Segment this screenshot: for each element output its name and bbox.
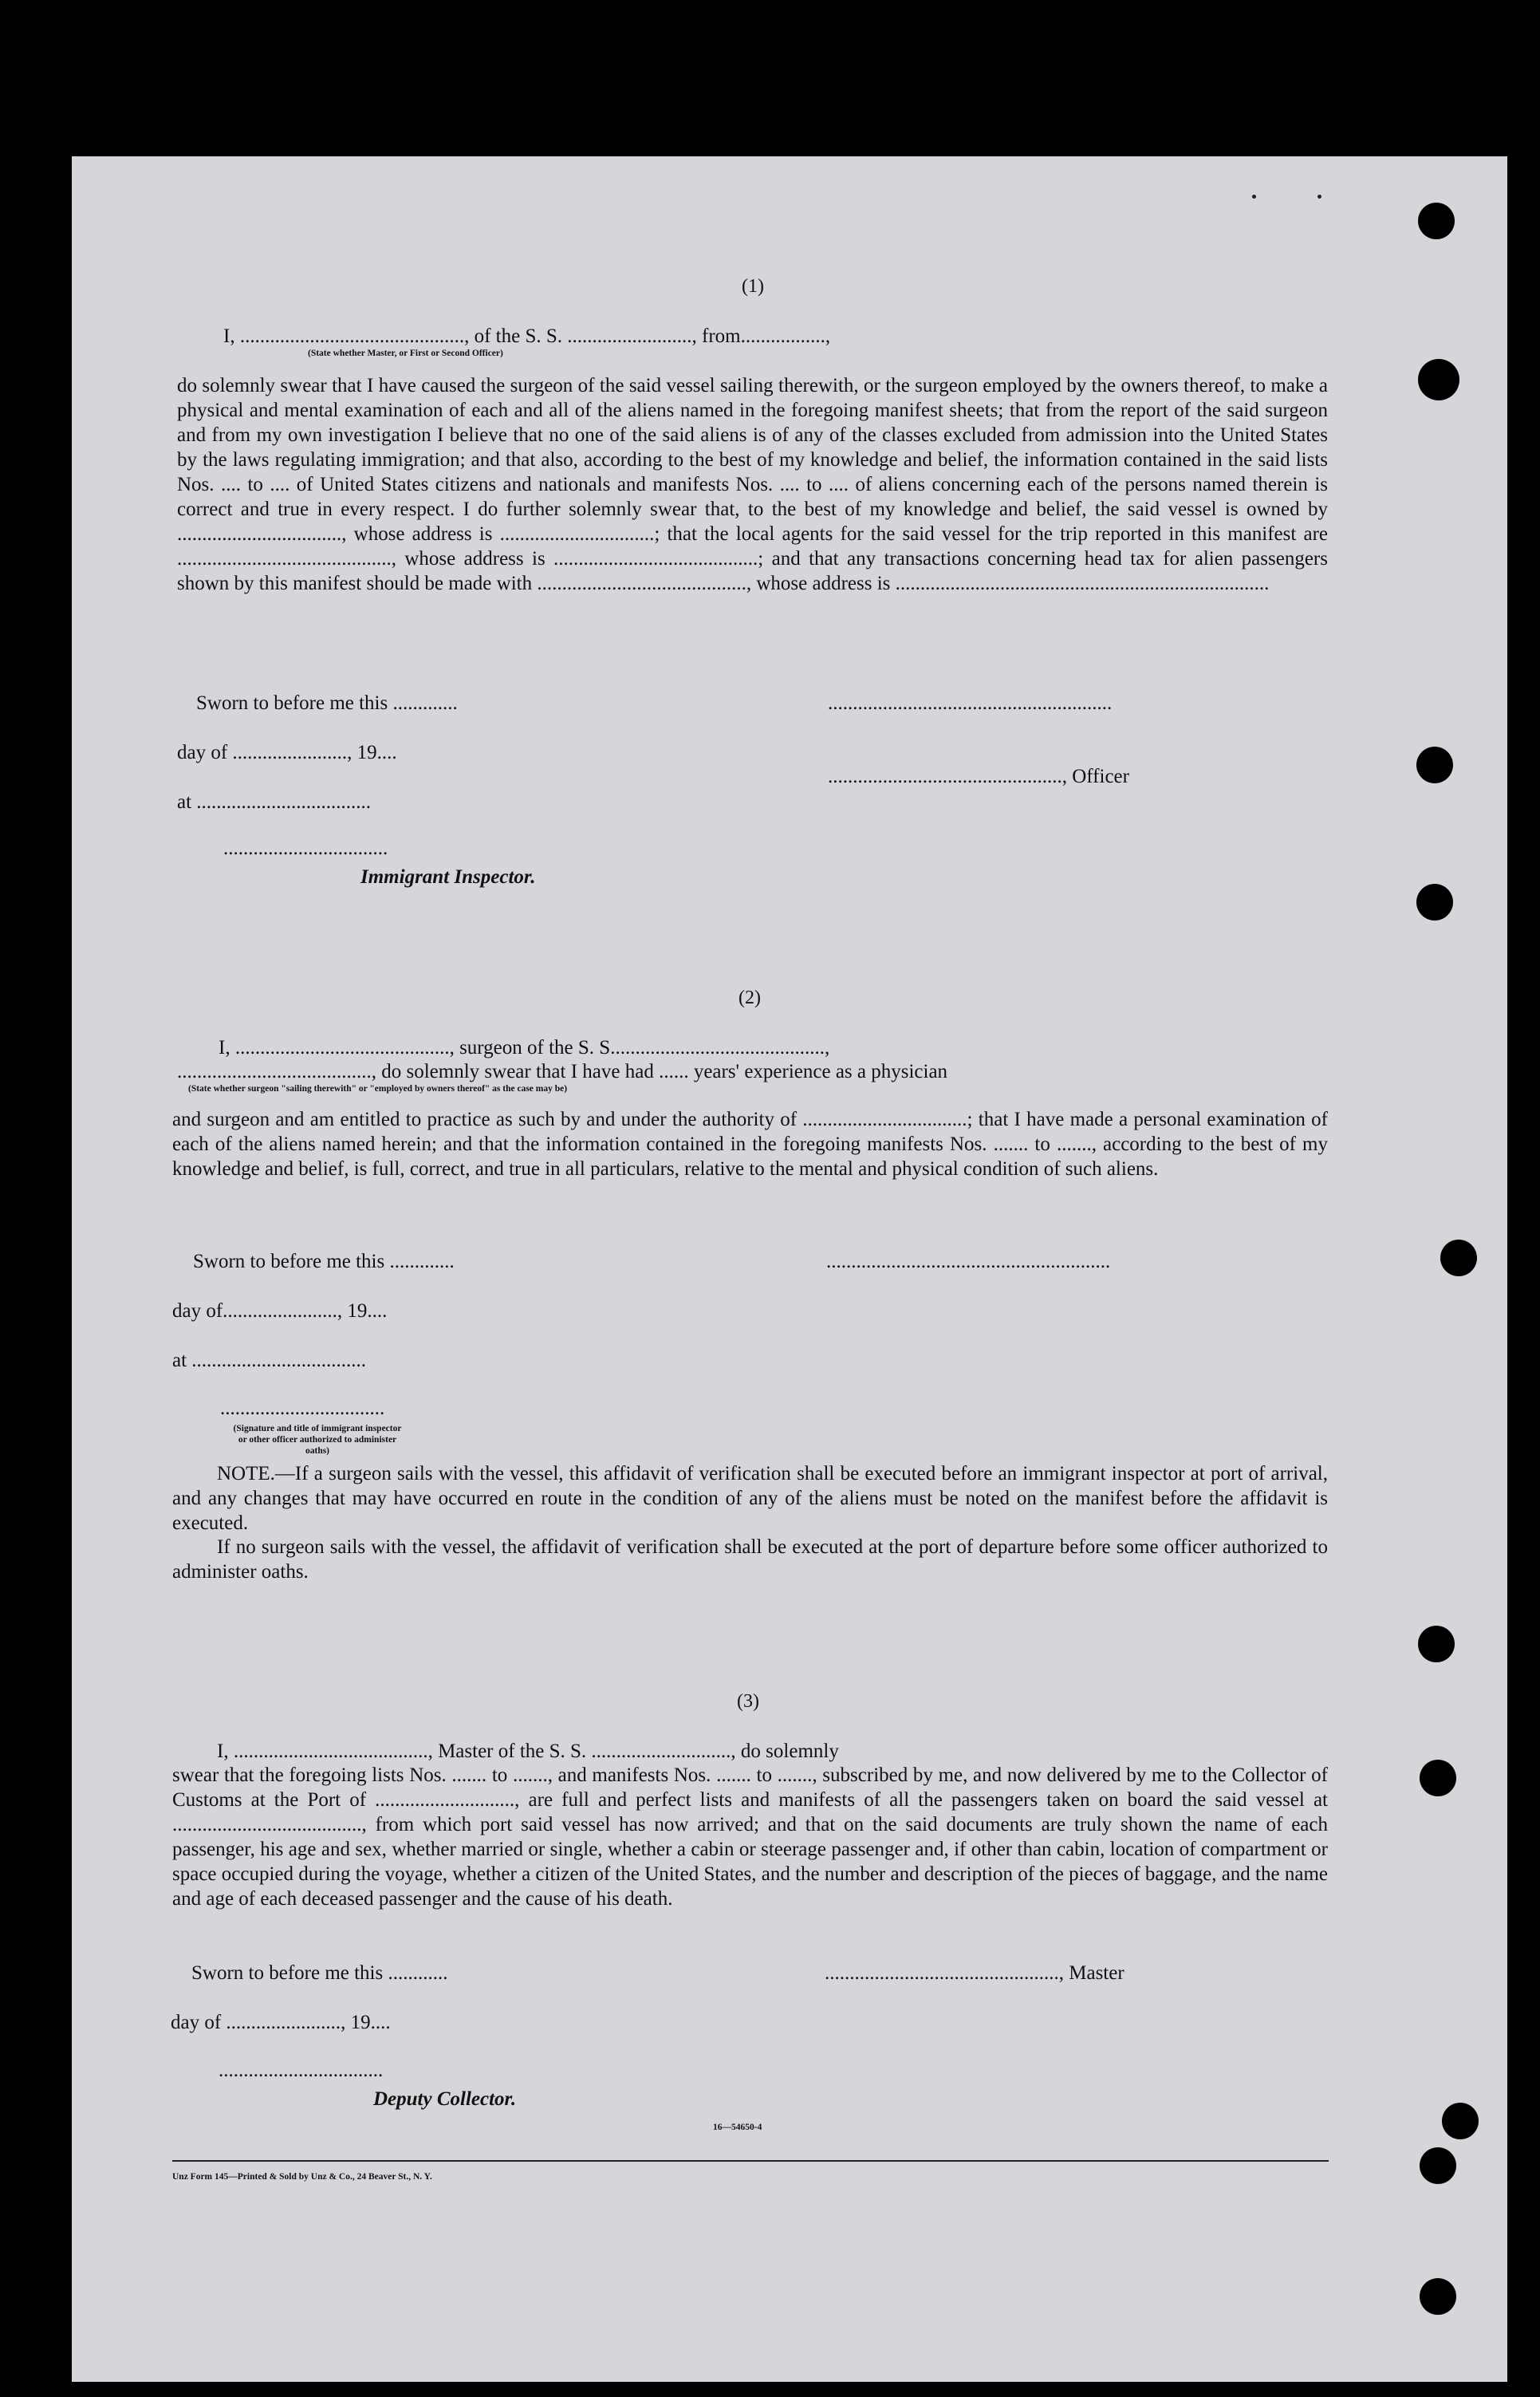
section2-note2: If no surgeon sails with the vessel, the affidavit of verification shall be executed at the port of departure before some officer authorized to administer oaths. — [172, 1536, 1328, 1583]
section3-body: swear that the foregoing lists Nos. ....... to ......., and manifests Nos. ....... to ......., subscribed by me, and now delivered by me to the Collector of Customs at the Port of ............................, are full and perfect lists and manifests of all the passengers taken on board the said vessel at ......................................, from which port said vessel has now arrived; and that on the said documents are truly shown the name of each passenger, his age and sex, whether married or single, whether a cabin or steerage passenger and, if other than cabin, location of compartment or space occupied during the voyage, whether a citizen of the United States, and the number and description of the pieces of baggage, and the name and age of each deceased passenger and the cause of his death. — [172, 1764, 1328, 1910]
section1-line1-note: (State whether Master, or First or Second Officer) — [308, 349, 503, 358]
section3-collector-dots: ................................. — [219, 2060, 384, 2081]
form-number: 16—54650-4 — [713, 2123, 762, 2132]
section2-line1: I, ..........................................., surgeon of the S. S..........................................., — [219, 1037, 830, 1059]
section2-line2: ......................................., do solemnly swear that I have had ...... years' experience as a physician — [177, 1061, 948, 1082]
section2-heading: (2) — [738, 988, 761, 1008]
section3-day: day of ......................., 19.... — [171, 2012, 391, 2033]
punch-hole — [1418, 203, 1455, 239]
punch-hole — [1420, 2147, 1456, 2184]
section2-body: and surgeon and am entitled to practice as such by and under the authority of .................................; that I have made a personal examination of each of the aliens named herein; and that the information contained in the foregoing manifests Nos. ....... to ......., according to the best of my knowledge and belief, is full, correct, and true in all particulars, relative to the mental and physical condition of such aliens. — [172, 1109, 1328, 1180]
section1-inspector-dots: ................................. — [223, 838, 388, 859]
punch-hole — [1420, 1760, 1456, 1796]
punch-hole — [1442, 2103, 1479, 2139]
punch-hole — [1416, 747, 1453, 783]
section3-collector: Deputy Collector. — [373, 2088, 517, 2110]
punch-hole — [1420, 2278, 1456, 2315]
punch-hole — [1418, 1626, 1455, 1662]
section2-at: at ................................... — [172, 1350, 367, 1371]
section2-note1: NOTE.—If a surgeon sails with the vessel, this affidavit of verification shall be executed before an immigrant inspector at port of arrival, and any changes that may have occurred en route in the condition of any of the aliens must be noted on the manifest before the affidavit is executed. — [172, 1463, 1328, 1534]
section2-signature-dots: ................................. — [220, 1398, 385, 1419]
section2-sworn: Sworn to before me this ............. — [193, 1251, 455, 1272]
section2-line2-note: (State whether surgeon "sailing therewith" or "employed by owners thereof" as the case may be) — [188, 1084, 568, 1094]
section1-signature-line: ......................................................... — [828, 692, 1113, 714]
section2-signature-line: ......................................................... — [826, 1251, 1111, 1272]
section3-heading: (3) — [737, 1691, 759, 1712]
section1-heading: (1) — [742, 276, 764, 297]
section1-day: day of ......................., 19.... — [177, 742, 397, 763]
footer-rule — [172, 2160, 1329, 2162]
section1-officer: ..............................................., Officer — [828, 766, 1129, 787]
section1-line1: I, ............................................., of the S. S. ........................., from................., — [223, 325, 831, 347]
section3-line1: I, ......................................., Master of the S. S. ............................, do solemnly — [217, 1741, 839, 1762]
footer-imprint: Unz Form 145—Printed & Sold by Unz & Co., 24 Beaver St., N. Y. — [172, 2172, 432, 2182]
section1-inspector: Immigrant Inspector. — [360, 866, 536, 888]
punch-hole — [1418, 359, 1459, 400]
section2-day: day of......................., 19.... — [172, 1300, 388, 1322]
section1-body: do solemnly swear that I have caused the surgeon of the said vessel sailing therewith, or the surgeon employed by the owners thereof, to make a physical and mental examination of each and all of the aliens named in the foregoing manifest sheets; that from the report of the said surgeon and from my own investigation I believe that no one of the said aliens is of any of the classes excluded from admission into the United States by the laws regulating immigration; and that also, according to the best of my knowledge and belief, the information contained in the said lists Nos. .... to .... of United States citizens and nationals and manifests Nos. .... to .... of aliens concerning each of the persons named therein is correct and true in every respect. I do further solemnly swear that, to the best of my knowledge and belief, the said vessel is owned by ................................., whose address is ...............................; that the local agents for the said vessel for the trip reported in this manifest are ..........................................., whose address is .........................................; and that any transactions concerning head tax for alien passengers shown by this manifest should be made with .........................................., whose address is ........................................................................... — [177, 375, 1328, 594]
section1-sworn: Sworn to before me this ............. — [196, 692, 458, 714]
punch-hole — [1440, 1240, 1477, 1276]
section2-signature-note: (Signature and title of immigrant inspector or other officer authorized to administer oaths) — [233, 1424, 402, 1456]
speck — [1252, 195, 1256, 199]
section3-sworn: Sworn to before me this ............ — [191, 1962, 448, 1984]
punch-hole — [1416, 884, 1453, 921]
section1-at: at ................................... — [177, 791, 372, 813]
document-page — [72, 156, 1507, 2382]
speck — [1317, 195, 1321, 199]
section3-master: ..............................................., Master — [825, 1962, 1124, 1984]
